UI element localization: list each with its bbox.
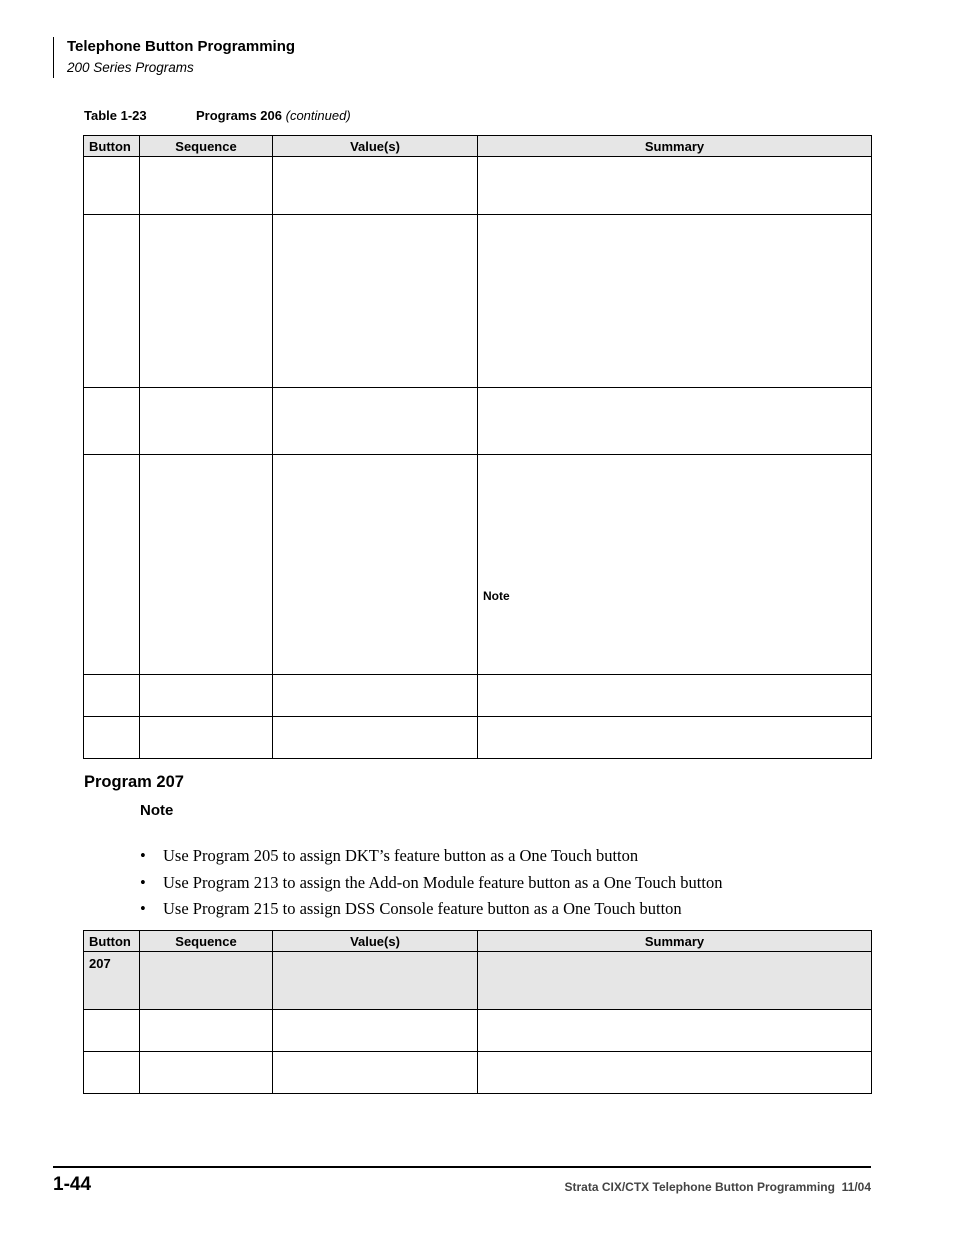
col-summary: Summary	[478, 931, 872, 952]
col-button: Button	[84, 136, 140, 157]
table-row	[84, 675, 872, 717]
table-row	[84, 1052, 872, 1094]
bullet-icon: •	[140, 899, 146, 918]
table-row	[84, 1010, 872, 1052]
footer-text: Strata CIX/CTX Telephone Button Programming 11/04	[564, 1180, 871, 1194]
header-rule	[53, 37, 54, 78]
header-title: Telephone Button Programming	[67, 38, 296, 55]
table-row	[84, 388, 872, 455]
list-item: • Use Program 213 to assign the Add-on Module feature button as a One Touch button	[140, 870, 722, 897]
table-header-row	[84, 136, 872, 157]
program-note-label: Note	[140, 802, 174, 819]
bullet-icon: •	[140, 846, 146, 865]
table-number: Table 1-23	[84, 108, 147, 123]
program-207-table	[83, 930, 872, 1094]
col-summary: Summary	[478, 136, 872, 157]
summary-note-label: Note	[483, 589, 510, 603]
col-sequence: Sequence	[140, 136, 273, 157]
list-item: • Use Program 215 to assign DSS Console feature button as a One Touch button	[140, 896, 722, 923]
table-row	[84, 455, 872, 675]
footer-rule	[53, 1166, 871, 1168]
table-caption	[84, 108, 351, 123]
program-note-list	[140, 843, 722, 923]
header-subtitle: 200 Series Programs	[67, 60, 194, 75]
col-button: Button	[84, 931, 140, 952]
col-sequence: Sequence	[140, 931, 273, 952]
bullet-icon: •	[140, 872, 146, 892]
table-row	[84, 717, 872, 759]
button-number: 207	[84, 952, 140, 1010]
table-row	[84, 215, 872, 388]
table-row	[84, 952, 872, 1010]
table-header-row	[84, 931, 872, 952]
col-values: Value(s)	[273, 136, 478, 157]
page-number: 1-44	[53, 1174, 92, 1195]
list-item: • Use Program 205 to assign DKT’s feature button as a One Touch button	[140, 843, 722, 870]
table-name: Programs 206	[196, 108, 282, 123]
col-values: Value(s)	[273, 931, 478, 952]
programs-206-table	[83, 135, 872, 759]
program-title: Program 207	[84, 773, 184, 791]
table-continued: (continued)	[285, 108, 351, 123]
table-row	[84, 157, 872, 215]
